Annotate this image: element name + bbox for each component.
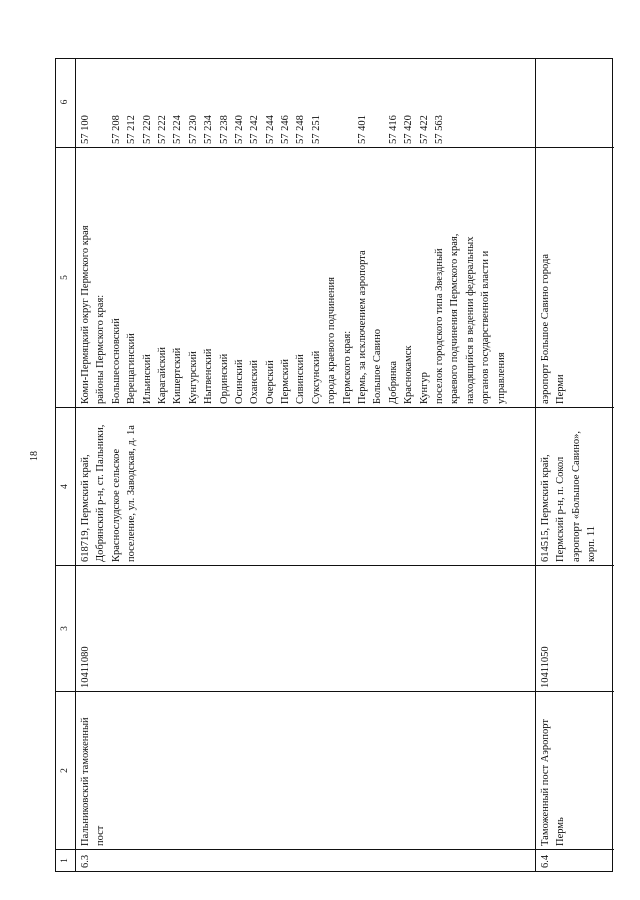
cell-line: Пермь xyxy=(555,817,567,846)
territory-list xyxy=(536,147,614,407)
cell-line: Большесосновский xyxy=(110,318,122,404)
table-header-row xyxy=(56,59,76,871)
cell-line: Большое Савино xyxy=(372,328,384,404)
cell-line: Пермский р-н, п. Сокол xyxy=(555,456,567,562)
table-row xyxy=(76,59,536,871)
cell-line: 57 222 xyxy=(156,115,168,144)
okato-codes xyxy=(76,57,535,147)
cell-line: Нытвенский xyxy=(203,348,215,404)
cell-line xyxy=(340,60,355,144)
okato-codes xyxy=(536,57,614,147)
cell-line: 57 563 xyxy=(433,115,445,144)
row-number: 6.4 xyxy=(536,849,614,871)
cell-line: Краснокамск xyxy=(403,345,415,404)
header-col-3: 3 xyxy=(56,565,75,691)
cell-line: 57 238 xyxy=(218,115,230,144)
cell-line: пост xyxy=(95,825,107,846)
cell-line: Пальниковский таможенный xyxy=(80,717,91,846)
table-rotation-frame xyxy=(55,58,613,872)
cell-line xyxy=(370,60,385,144)
cell-line: Ординский xyxy=(218,353,230,404)
cell-line: Добрянский р-н, ст. Пальники, xyxy=(95,424,107,562)
customs-posts-table xyxy=(55,58,613,872)
cell-line: Суксунский xyxy=(310,350,322,404)
cell-line: Карагайский xyxy=(156,346,168,404)
cell-line xyxy=(447,60,462,144)
cell-line: находящийся в ведении федеральных xyxy=(464,236,476,404)
cell-line: Пермь, за исключением аэропорта xyxy=(357,250,369,404)
cell-line: 57 230 xyxy=(187,115,199,144)
cell-line: Осинский xyxy=(233,359,245,404)
cell-line: управления xyxy=(495,352,507,404)
cell-line: Пермский xyxy=(280,359,292,404)
cell-line: поселение, ул. Заводская, д. 1а xyxy=(126,425,138,562)
cell-line: 57 212 xyxy=(126,115,138,144)
cell-line: Пермского края: xyxy=(341,330,353,404)
post-name xyxy=(76,691,535,849)
cell-line: Коми-Пермяцкий округ Пермского края xyxy=(80,225,91,404)
post-code: 10411050 xyxy=(536,565,614,691)
header-col-4: 4 xyxy=(56,407,75,565)
post-address xyxy=(536,407,614,565)
cell-line: Перми xyxy=(555,374,567,404)
page-number: 18 xyxy=(29,451,40,461)
cell-line: корп. 11 xyxy=(586,525,598,562)
cell-line: Сивинский xyxy=(295,354,307,404)
cell-line: Оханский xyxy=(249,360,261,404)
cell-line: аэропорт Большое Савино города xyxy=(540,253,551,404)
cell-line: Кишертский xyxy=(172,347,184,404)
cell-line: 57 220 xyxy=(141,115,153,144)
cell-line: 57 234 xyxy=(203,115,215,144)
cell-line xyxy=(478,60,493,144)
cell-line xyxy=(324,60,339,144)
cell-line: Кунгурский xyxy=(187,351,199,404)
cell-line: 57 420 xyxy=(403,115,415,144)
table-row xyxy=(536,59,614,871)
cell-line: 57 240 xyxy=(233,115,245,144)
cell-line: 57 422 xyxy=(418,115,430,144)
cell-line xyxy=(463,60,478,144)
cell-line: органов государственной власти и xyxy=(480,250,492,404)
post-name xyxy=(536,691,614,849)
cell-line: Добрянка xyxy=(387,360,399,404)
cell-line: Очерский xyxy=(264,360,276,404)
cell-line: Ильинский xyxy=(141,354,153,404)
row-number: 6.3 xyxy=(76,849,535,871)
cell-line: 57 246 xyxy=(280,115,292,144)
cell-line: районы Пермского края: xyxy=(95,294,107,404)
cell-line: 57 242 xyxy=(249,115,261,144)
cell-line: Таможенный пост Аэропорт xyxy=(540,719,551,846)
cell-line: аэропорт «Большое Савино», xyxy=(570,430,582,562)
cell-line: 614515, Пермский край, xyxy=(540,454,551,562)
cell-line: города краевого подчинения xyxy=(326,276,338,404)
header-col-5: 5 xyxy=(56,147,75,407)
cell-line: 57 401 xyxy=(357,115,369,144)
cell-line xyxy=(494,60,509,144)
header-col-1: 1 xyxy=(56,849,75,871)
cell-line: 618719, Пермский край, xyxy=(80,454,91,562)
cell-line: 57 100 xyxy=(80,115,91,144)
post-address xyxy=(76,407,535,565)
cell-line xyxy=(93,60,108,144)
cell-line: 57 251 xyxy=(310,115,322,144)
cell-line: 57 248 xyxy=(295,115,307,144)
cell-line: Краснослудское сельское xyxy=(110,448,122,562)
cell-line: 57 416 xyxy=(387,115,399,144)
cell-line: поселок городского типа Звездный xyxy=(433,248,445,404)
cell-line: Верещагинский xyxy=(126,333,138,404)
cell-line: 57 244 xyxy=(264,115,276,144)
cell-line: 57 224 xyxy=(172,115,184,144)
post-code: 10411080 xyxy=(76,565,535,691)
cell-line: 57 208 xyxy=(110,115,122,144)
cell-line: Кунгур xyxy=(418,372,430,404)
header-col-6: 6 xyxy=(60,99,70,105)
territory-list xyxy=(76,147,535,407)
cell-line: краевого подчинения Пермского края, xyxy=(449,233,461,404)
header-col-2: 2 xyxy=(56,691,75,849)
